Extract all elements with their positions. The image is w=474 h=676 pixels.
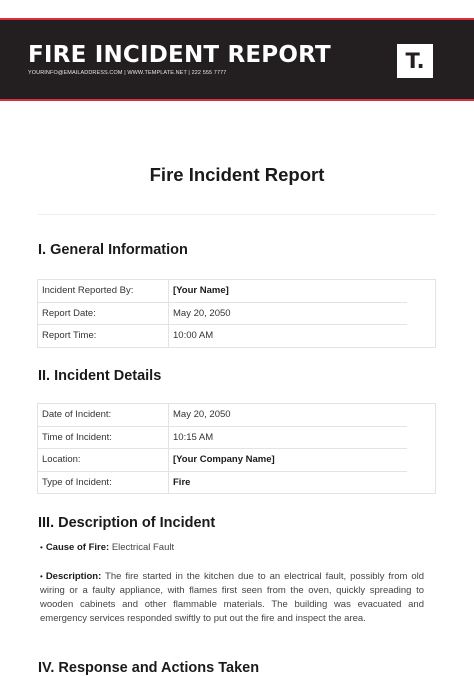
cause-label: Cause of Fire: — [45, 542, 110, 553]
document-title: Fire Incident Report — [149, 164, 325, 185]
row-value: [Your Name] — [169, 280, 408, 303]
document-header — [0, 18, 474, 101]
row-label: Location: — [38, 449, 169, 472]
table-row — [38, 404, 436, 427]
row-value: [Your Company Name] — [169, 449, 408, 472]
row-label: Report Time: — [38, 325, 169, 348]
section-title-response: IV. Response and Actions Taken — [38, 660, 260, 676]
general-info-table — [37, 279, 436, 348]
table-row — [38, 280, 436, 303]
table-row — [38, 325, 436, 348]
row-value: May 20, 2050 — [169, 404, 408, 427]
row-value: 10:00 AM — [173, 330, 214, 342]
cell-padding — [407, 449, 436, 472]
cell-padding — [407, 280, 436, 303]
description-bullet — [40, 570, 424, 626]
section-title-description: III. Description of Incident — [38, 515, 216, 531]
row-label: Incident Reported By: — [38, 280, 169, 303]
template-logo — [397, 44, 433, 78]
cell-padding — [407, 471, 436, 494]
section-title-general: I. General Information — [38, 242, 188, 258]
row-label: Time of Incident: — [38, 426, 169, 449]
header-contact-info: YOURINFO@EMAILADDRESS.COM | WWW.TEMPLATE.NET | 222 555 7777 — [28, 70, 227, 76]
cause-value: Electrical Fault — [111, 542, 175, 553]
row-value: May 20, 2050 — [169, 302, 408, 325]
logo-text: T. — [405, 49, 425, 73]
row-label: Type of Incident: — [38, 471, 169, 494]
row-label: Date of Incident: — [38, 404, 169, 427]
table-row — [38, 302, 436, 325]
incident-details-table — [37, 403, 436, 494]
description-label: Description: — [45, 571, 102, 582]
section-title-details: II. Incident Details — [38, 368, 162, 384]
row-value: 10:15 AM — [169, 426, 408, 449]
description-text: The fire started in the kitchen due to an electrical fault, possibly from old wiring or a faulty appliance, with flames first seen from the oven, quickly spreading to wooden cabinets and other flammable materials. The building was evacuated and emergency services responded swiftly to put out the fire and inspect the area. — [40, 571, 425, 624]
cell-padding — [407, 325, 436, 348]
divider — [38, 214, 436, 215]
bullet-dot: • — [40, 543, 43, 552]
table-row — [38, 449, 436, 472]
header-title: FIRE INCIDENT REPORT — [28, 42, 331, 68]
row-value: Fire — [173, 476, 191, 488]
top-margin — [0, 0, 474, 18]
table-row — [38, 426, 436, 449]
bullet-dot: • — [40, 572, 43, 581]
cause-bullet — [40, 541, 424, 555]
cell-padding — [407, 404, 436, 427]
cell-padding — [407, 302, 436, 325]
cell-padding — [407, 426, 436, 449]
row-label: Report Date: — [38, 302, 169, 325]
table-row — [38, 471, 436, 494]
